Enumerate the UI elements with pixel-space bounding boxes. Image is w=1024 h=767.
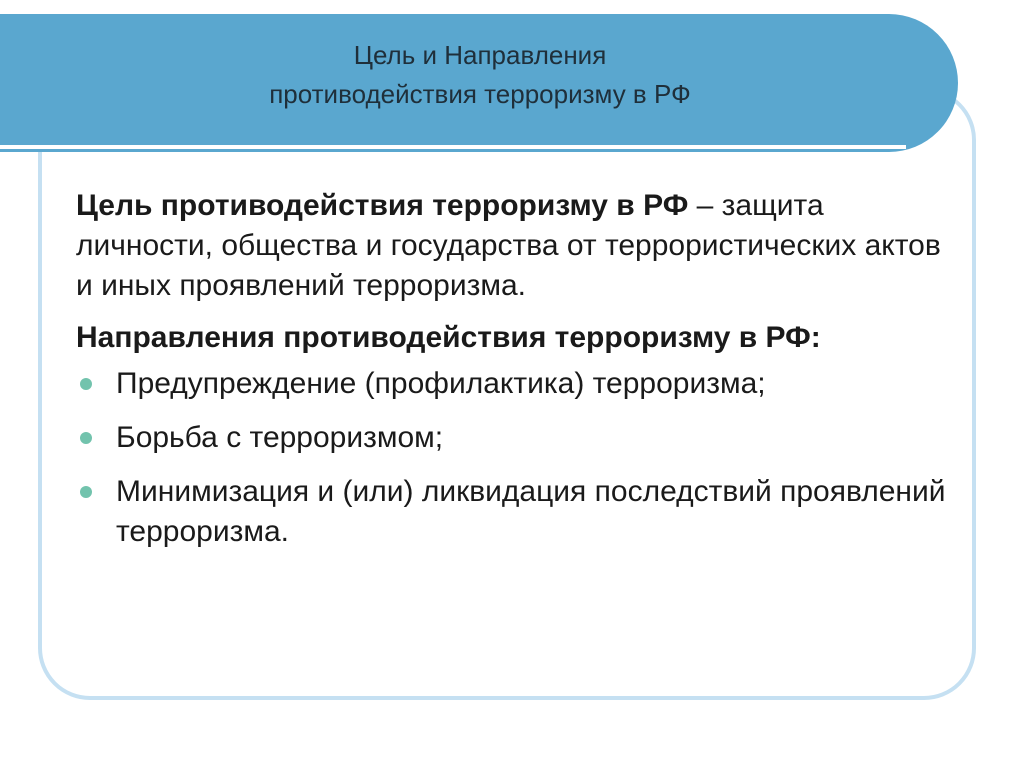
title-line-2: противодействия терроризму в РФ [269,79,691,109]
bullet-dot-icon [80,486,92,498]
list-item-text: Минимизация и (или) ликвидация последствий проявлений терроризма. [116,475,946,548]
goal-paragraph [76,186,956,306]
goal-definition: – защита личности, общества и государства от террористических актов и иных проявлений терроризма. [76,189,941,302]
directions-heading: Направления противодействия терроризму в РФ: [76,321,821,354]
slide-title [160,36,800,114]
list-item [76,472,956,552]
list-item [76,364,956,404]
slide-content [76,186,956,566]
bullet-dot-icon [80,432,92,444]
list-item [76,418,956,458]
goal-term: Цель противодействия терроризму в РФ [76,189,689,222]
directions-list [76,364,956,552]
list-item-text: Борьба с терроризмом; [116,421,444,454]
bullet-dot-icon [80,378,92,390]
title-line-1: Цель и Направления [353,40,607,70]
header-divider [0,145,906,149]
list-item-text: Предупреждение (профилактика) терроризма; [116,367,766,400]
